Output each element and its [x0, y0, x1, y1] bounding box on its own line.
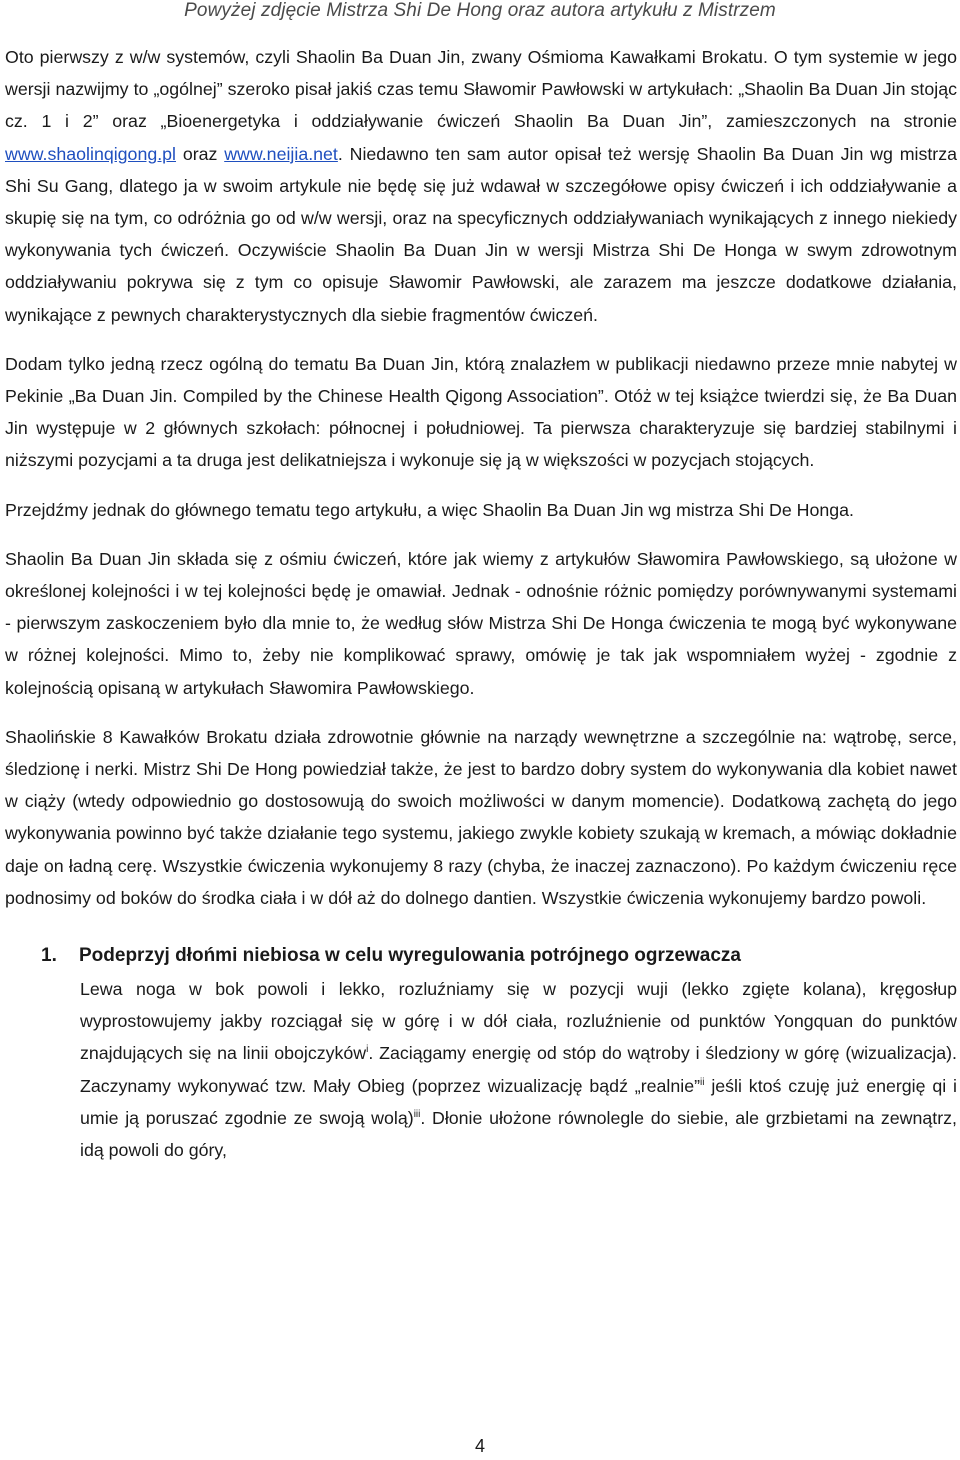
running-head: Powyżej zdjęcie Mistrza Shi De Hong oraz autora artykułu z Mistrzem: [184, 0, 776, 21]
document-body: [5, 41, 957, 1166]
link-neijia[interactable]: www.neijia.net: [224, 143, 338, 164]
paragraph-ba-duan-jin-schools: Dodam tylko jedną rzecz ogólną do tematu Ba Duan Jin, którą znalazłem w publikacji niedawno przeze mnie nabytej w Pekinie „Ba Duan Jin. Compiled by the Chinese Health Qigong Association”. Otóż w tej książce twierdzi się, że Ba Duan Jin występuje w 2 głównych szkołach: północnej i południowej. Ta pierwsza charakteryzuje się bardziej stabilnymi i niższymi pozycjami a ta druga jest delikatniejsza i wykonuje się ją w większości w pozycjach stojących.: [5, 353, 957, 471]
section-text-4: . Dłonie ułożone równolegle do siebie, ale grzbietami na zewnątrz, idą powoli do góry,: [80, 1107, 957, 1161]
paragraph-exercise-order: Shaolin Ba Duan Jin składa się z ośmiu ćwiczeń, które jak wiemy z artykułów Sławomira Pawłowskiego, są ułożone w określonej kolejności i w tej kolejności będę je omawiał. Jednak - odnośnie różnic pomiędzy porównywanymi systemami - pierwszym zaskoczeniem było dla mnie to, że według słów Mistrza Shi De Honga ćwiczenia te mogą być wykonywane w różnej kolejności. Mimo to, żeby nie komplikować sprawy, omówię je tak jak wspomniałem wyżej - zgodnie z kolejnością opisaną w artykułach Sławomira Pawłowskiego.: [5, 548, 957, 698]
paragraph-intro-text-a: Oto pierwszy z w/w systemów, czyli Shaolin Ba Duan Jin, zwany Ośmioma Kawałkami Brokatu. O tym systemie w jego wersji nazwijmy to „ogólnej” szeroko pisał jakiś czas temu Sławomir Pawłowski w artykułach: „Shaolin Ba Duan Jin stojąc cz. 1 i 2” oraz „Bioenergetyka i oddziaływanie ćwiczeń Shaolin Ba Duan Jin”, zamieszczonych na stronie: [5, 47, 957, 132]
paragraph-intro: [5, 41, 957, 331]
section-heading-1: [5, 939, 957, 973]
section-body-1: [80, 973, 957, 1166]
footnote-ref-iii[interactable]: iii: [413, 1108, 421, 1120]
section-number: 1.: [41, 945, 57, 967]
section-text-1: Lewa noga w bok powoli i lekko, rozluźniamy się w pozycji wuji (lekko zgięte kolana), kręgosłup wyprostowujemy jakby rozciągał się w górę i w dół ciała, rozluźnienie od punktów Yongquan do punktów znajdujących się na linii obojczyków: [80, 979, 957, 1064]
page-number: 4: [474, 1436, 485, 1456]
paragraph-main-topic: Przejdźmy jednak do głównego tematu tego artykułu, a więc Shaolin Ba Duan Jin wg mistrza Shi De Honga.: [5, 499, 855, 520]
footnote-ref-i[interactable]: i: [366, 1044, 369, 1056]
section-text-2: . Zaciągamy energię od stóp do wątroby i śledziony w górę (wizualizacja). Zaczynamy wykonywać tzw. Mały Obieg (poprzez wizualizację bądź „realnie”: [80, 1043, 957, 1096]
link-shaolinqigong[interactable]: www.shaolinqigong.pl: [5, 143, 177, 164]
section-text-3: jeśli ktoś czuję już energię qi i umie ją poruszać zgodnie ze swoją wolą): [80, 1075, 957, 1128]
paragraph-intro-text-c: . Niedawno ten sam autor opisał też wersję Shaolin Ba Duan Jin wg mistrza Shi Su Gang, dlatego ja w swoim artykule nie będę się już wdawał w szczegółowe opisy ćwiczeń i ich oddziaływanie a skupię się na tym, co odróżnia go od w/w wersji, oraz na specyficznych oddziaływaniach wynikających z innego niekiedy wykonywania tych ćwiczeń. Oczywiście Shaolin Ba Duan Jin w wersji Mistrza Shi De Honga w swym zdrowotnym oddziaływaniu pokrywa się z tym co opisuje Sławomir Pawłowski, ale zarazem ma jeszcze dodatkowe działania, wynikające z pewnych charakterystycznych dla siebie fragmentów ćwiczeń.: [5, 143, 957, 325]
paragraph-intro-text-b: oraz: [176, 143, 225, 164]
footnote-ref-ii[interactable]: ii: [700, 1076, 705, 1088]
section-title: Podeprzyj dłońmi niebiosa w celu wyregulowania potrójnego ogrzewacza: [79, 945, 741, 967]
paragraph-health-effects: Shaolińskie 8 Kawałków Brokatu działa zdrowotnie głównie na narządy wewnętrzne a szczególnie na: wątrobę, serce, śledzionę i nerki. Mistrz Shi De Hong powiedział także, że jest to bardzo dobry system do wykonywania dla kobiet nawet w ciąży (wtedy odpowiednio go dostosowują do swoich możliwości w danym momencie). Dodatkową zachętą do jego wykonywania powinno być także działanie tego systemu, jakiego zwykle kobiety szukają w kremach, a mówiąc dokładnie daje on ładną cerę. Wszystkie ćwiczenia wykonujemy 8 razy (chyba, że inaczej zaznaczono). Po każdym ćwiczeniu ręce podnosimy od boków do środka ciała i w dół aż do dolnego dantien. Wszystkie ćwiczenia wykonujemy bardzo powoli.: [5, 726, 957, 908]
